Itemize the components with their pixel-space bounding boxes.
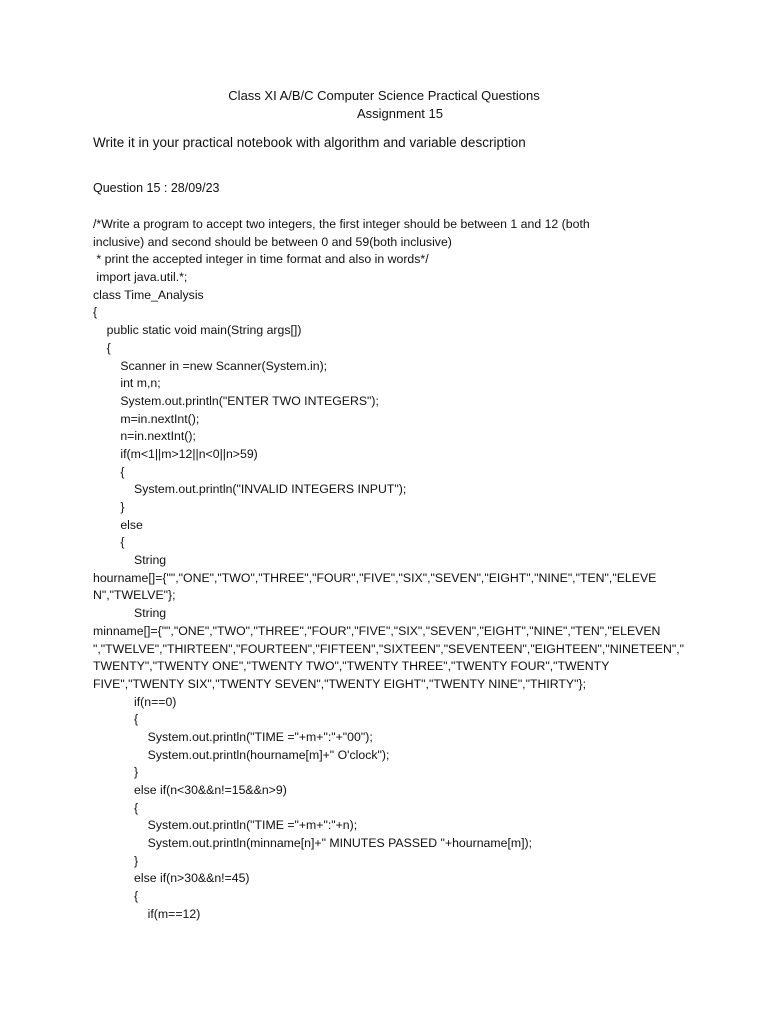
code-line: if(n==0) bbox=[93, 694, 177, 709]
code-line: System.out.println("TIME ="+m+":"+"00"); bbox=[93, 729, 373, 744]
code-line: minname[]={"","ONE","TWO","THREE","FOUR","FIVE","SIX","SEVEN","EIGHT","NINE","TEN","ELEVEN bbox=[93, 623, 661, 638]
document-title: Class XI A/B/C Computer Science Practical Questions bbox=[228, 88, 540, 103]
code-line: m=in.nextInt(); bbox=[93, 411, 200, 426]
code-line: String bbox=[93, 606, 167, 621]
code-line: import java.util.*; bbox=[93, 270, 188, 285]
code-line: } bbox=[93, 853, 139, 868]
code-line: else if(n>30&&n!=45) bbox=[93, 871, 250, 886]
assignment-heading: Assignment 15 bbox=[357, 106, 443, 121]
code-block bbox=[93, 216, 683, 924]
code-line: int m,n; bbox=[93, 376, 161, 391]
code-line: String bbox=[93, 553, 167, 568]
code-line: } bbox=[93, 500, 125, 514]
code-line: { bbox=[93, 800, 139, 815]
code-line: System.out.println("TIME ="+m+":"+n); bbox=[93, 818, 358, 833]
code-line: System.out.println("INVALID INTEGERS INPUT"); bbox=[93, 482, 407, 497]
code-line: class Time_Analysis bbox=[93, 287, 204, 302]
code-line: public static void main(String args[]) bbox=[93, 323, 302, 338]
code-line: n=in.nextInt(); bbox=[93, 429, 196, 444]
code-line: } bbox=[93, 765, 139, 780]
code-line: { bbox=[93, 340, 111, 355]
code-line: if(m==12) bbox=[93, 906, 201, 921]
code-line: if(m<1||m>12||n<0||n>59) bbox=[93, 446, 258, 461]
code-line: TWENTY","TWENTY ONE","TWENTY TWO","TWENTY THREE","TWENTY FOUR","TWENTY bbox=[93, 659, 610, 674]
code-line: FIVE","TWENTY SIX","TWENTY SEVEN","TWENTY EIGHT","TWENTY NINE","THIRTY"}; bbox=[93, 676, 587, 691]
code-line: { bbox=[93, 535, 125, 550]
code-line: else if(n<30&&n!=15&&n>9) bbox=[93, 783, 287, 797]
code-line: * print the accepted integer in time format and also in words*/ bbox=[93, 252, 429, 267]
code-line: { bbox=[93, 305, 98, 320]
code-line: ","TWELVE","THIRTEEN","FOURTEEN","FIFTEEN","SIXTEEN","SEVENTEEN","EIGHTEEN","NINETEEN"," bbox=[93, 641, 685, 656]
code-line: inclusive) and second should be between 0 and 59(both inclusive) bbox=[93, 234, 452, 249]
code-line: { bbox=[93, 712, 139, 727]
code-line: hourname[]={"","ONE","TWO","THREE","FOUR","FIVE","SIX","SEVEN","EIGHT","NINE","TEN","ELEVE bbox=[93, 570, 657, 585]
code-line: else bbox=[93, 517, 143, 532]
instruction-text: Write it in your practical notebook with algorithm and variable description bbox=[93, 135, 526, 150]
code-line: { bbox=[93, 464, 125, 479]
code-line: { bbox=[93, 889, 139, 904]
code-line: System.out.println(hourname[m]+" O'clock"); bbox=[93, 747, 390, 762]
question-label: Question 15 : 28/09/23 bbox=[93, 181, 220, 195]
code-line: /*Write a program to accept two integers, the first integer should be between 1 and 12 (both bbox=[93, 217, 590, 231]
code-line: Scanner in =new Scanner(System.in); bbox=[93, 358, 328, 373]
code-line: System.out.println(minname[n]+" MINUTES PASSED "+hourname[m]); bbox=[93, 836, 533, 851]
code-line: N","TWELVE"}; bbox=[93, 588, 176, 603]
code-line: System.out.println("ENTER TWO INTEGERS"); bbox=[93, 393, 379, 408]
